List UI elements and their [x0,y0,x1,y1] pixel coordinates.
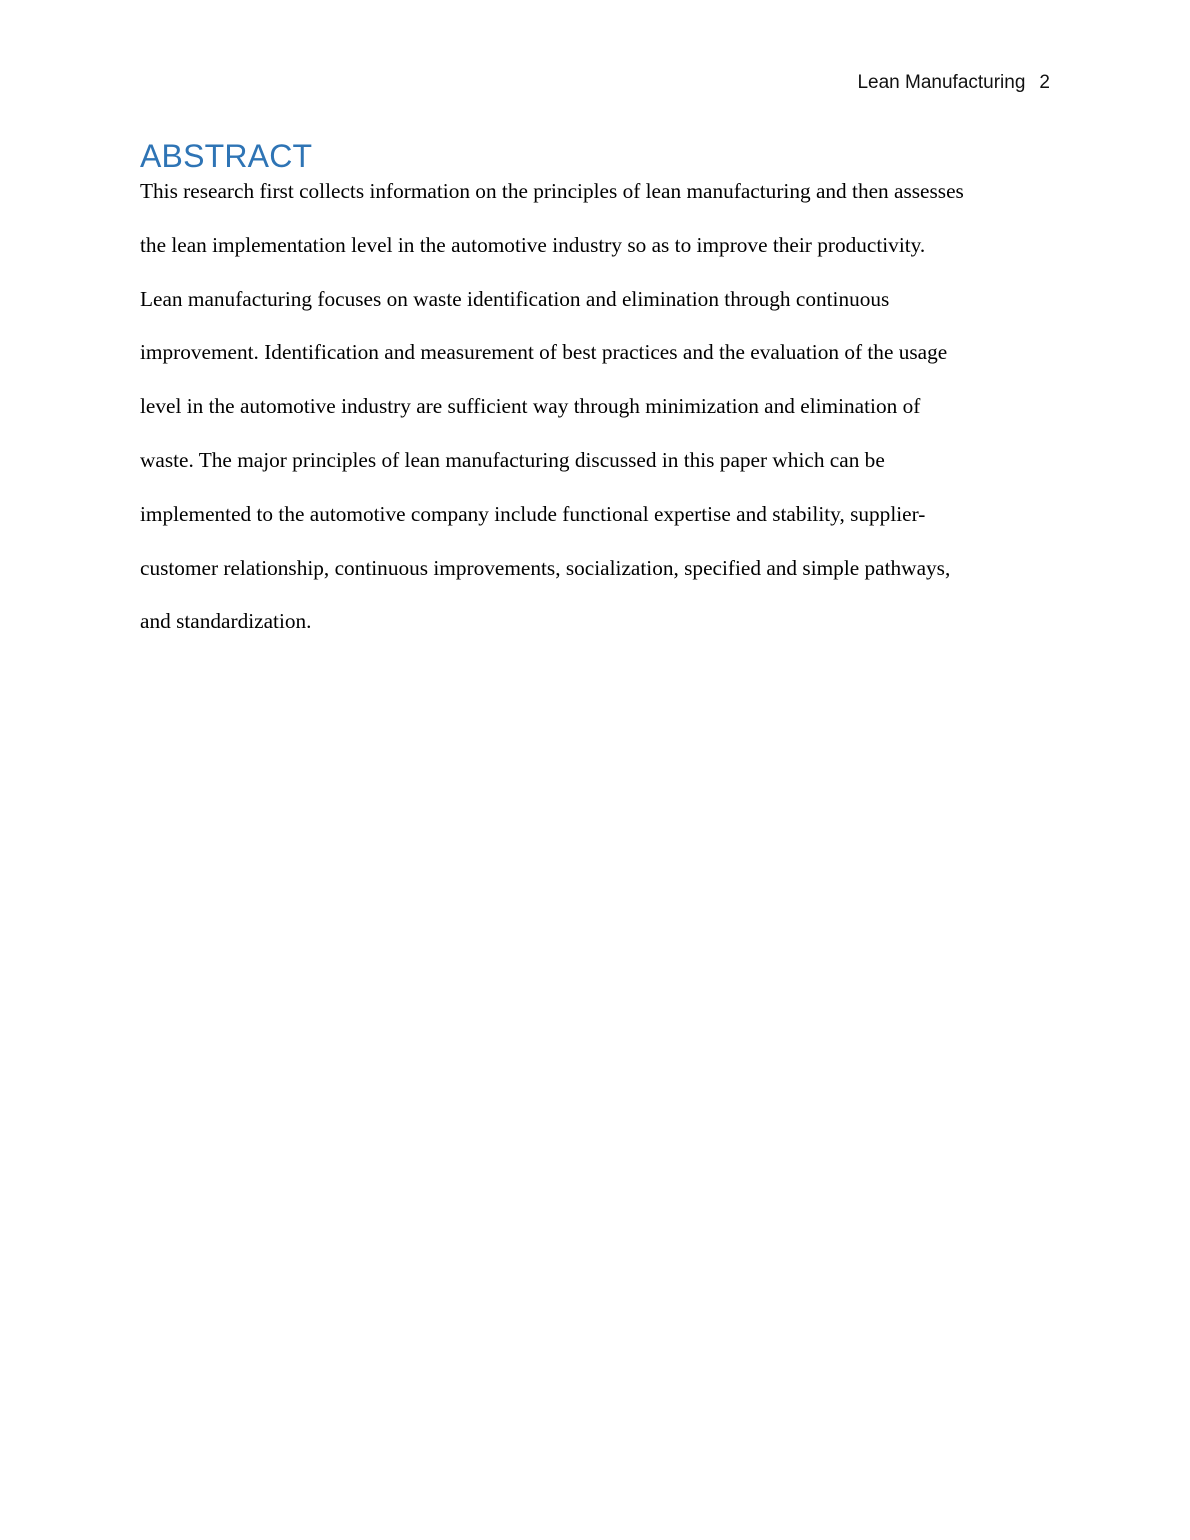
abstract-line: This research first collects information on the principles of lean manufacturing and then assesses [140,179,964,203]
page-number: 2 [1039,72,1050,93]
abstract-line: customer relationship, continuous improvements, socialization, specified and simple pathways, [140,555,951,580]
abstract-paragraph [140,165,1050,649]
abstract-line: Lean manufacturing focuses on waste identification and elimination through continuous [140,286,890,311]
running-title: Lean Manufacturing [857,72,1026,93]
abstract-line: level in the automotive industry are sufficient way through minimization and elimination of [140,394,921,419]
abstract-heading: ABSTRACT [140,138,313,174]
running-header [857,71,1050,95]
abstract-line: the lean implementation level in the automotive industry so as to improve their productivity. [140,232,926,257]
abstract-line: waste. The major principles of lean manufacturing discussed in this paper which can be [140,447,885,472]
abstract-line: implemented to the automotive company include functional expertise and stability, supplier- [140,501,926,526]
abstract-line: and standardization. [140,609,312,634]
abstract-line: improvement. Identification and measurement of best practices and the evaluation of the usage [140,340,948,365]
